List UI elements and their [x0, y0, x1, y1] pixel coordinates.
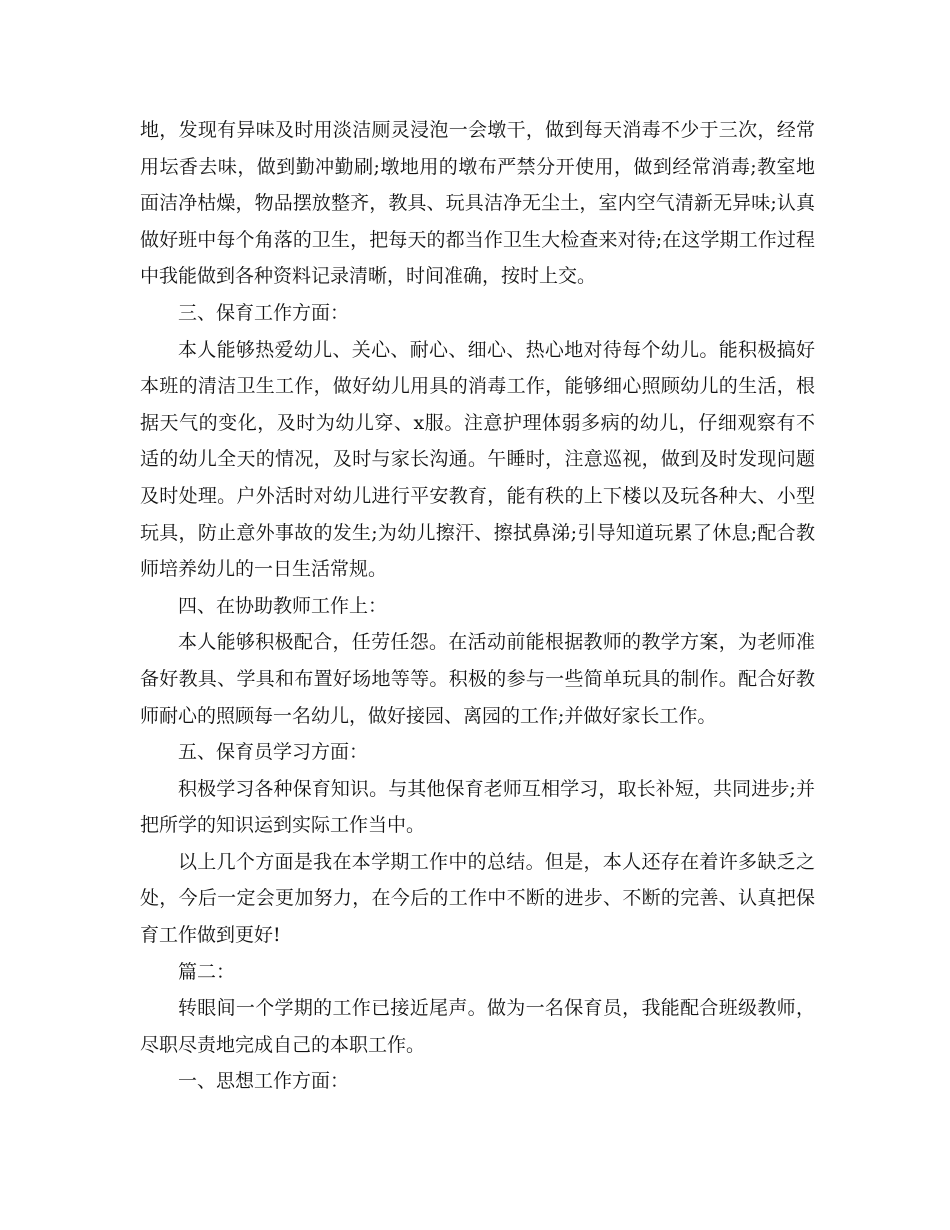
paragraph-baoyu-work: 本人能够热爱幼儿、关心、耐心、细心、热心地对待每个幼儿。能积极搞好本班的清洁卫生工作，做好幼儿用具的消毒工作，能够细心照顾幼儿的生活，根据天气的变化，及时为幼儿穿、x服。注意护理体弱多病的幼儿，仔细观察有不适的幼儿全天的情况，及时与家长沟通。午睡时，注意巡视，做到及时发现问题及时处理。户外活时对幼儿进行平安教育，能有秩的上下楼以及玩各种大、小型玩具，防止意外事故的发生;为幼儿擦汗、擦拭鼻涕;引导知道玩累了休息;配合教师培养幼儿的一日生活常规。: [140, 338, 815, 581]
section-heading-study: 五、保育员学习方面：: [178, 741, 369, 764]
paragraph-continuation: 地，发现有异味及时用淡洁厕灵浸泡一会墩干，做到每天消毒不少于三次，经常用坛香去味，做到勤冲勤刷;墩地用的墩布严禁分开使用，做到经常消毒;教室地面洁净枯燥，物品摆放整齐，教具、玩具洁净无尘土，室内空气清新无异味;认真做好班中每个角落的卫生，把每天的都当作卫生大检查来对待;在这学期工作过程中我能做到各种资料记录清晰，时间准确，按时上交。: [140, 119, 815, 288]
section-heading-baoyu: 三、保育工作方面：: [178, 301, 350, 324]
paragraph-summary: 以上几个方面是我在本学期工作中的总结。但是，本人还存在着许多缺乏之处，今后一定会更加努力，在今后的工作中不断的进步、不断的完善、认真把保育工作做到更好!: [140, 850, 815, 947]
paragraph-assist-teacher: 本人能够积极配合，任劳任怨。在活动前能根据教师的教学方案，为老师准备好教具、学具和布置好场地等等。积极的参与一些简单玩具的制作。配合好教师耐心的照顾每一名幼儿，做好接园、离园的工作;并做好家长工作。: [140, 631, 815, 727]
paragraph-study: 积极学习各种保育知识。与其他保育老师互相学习，取长补短，共同进步;并把所学的知识运到实际工作当中。: [140, 777, 815, 837]
paragraph-part-two-intro: 转眼间一个学期的工作已接近尾声。做为一名保育员，我能配合班级教师，尽职尽责地完成自己的本职工作。: [140, 997, 815, 1056]
section-heading-part-two: 篇二：: [178, 960, 236, 983]
document-page: [140, 112, 815, 1100]
section-heading-assist-teacher: 四、在协助教师工作上：: [178, 594, 388, 617]
section-heading-thought: 一、思想工作方面：: [178, 1070, 350, 1093]
